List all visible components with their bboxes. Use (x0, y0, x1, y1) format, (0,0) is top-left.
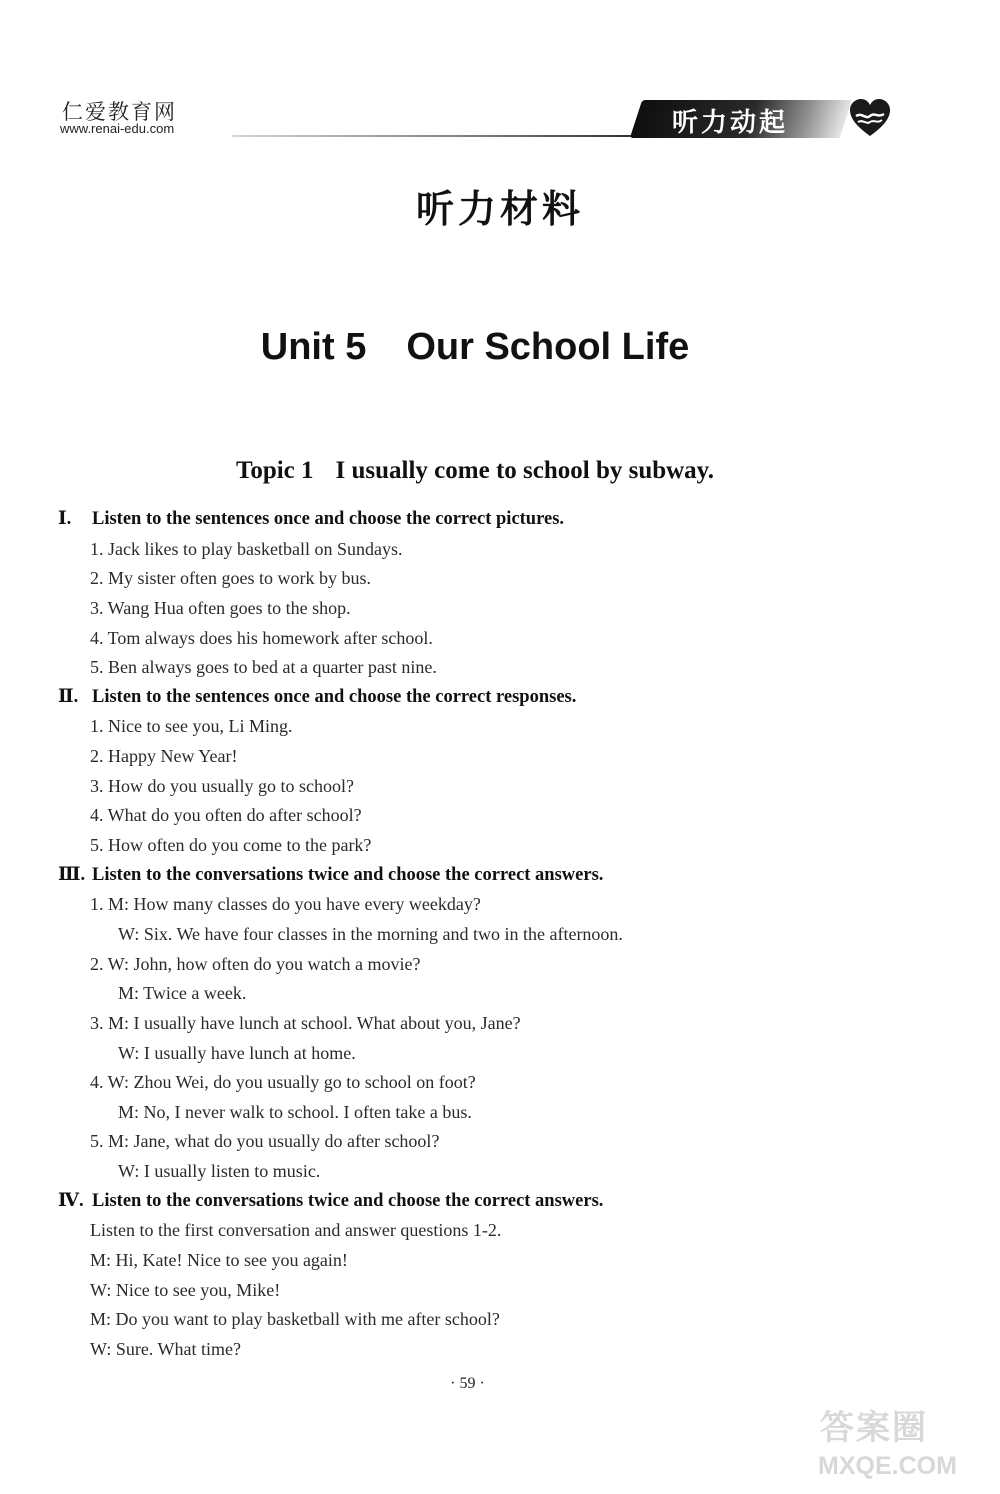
dialogue-reply: M: Twice a week. (118, 983, 247, 1004)
heart-logo-icon (848, 98, 892, 138)
unit-number: Unit 5 (260, 326, 367, 368)
sentence-item: 2. Happy New Year! (90, 746, 238, 767)
dialogue-reply: M: No, I never walk to school. I often take a bus. (118, 1101, 472, 1122)
section-number: Ⅳ. (58, 1190, 84, 1211)
section-title: Listen to the conversations twice and choose the correct answers. (92, 1190, 604, 1211)
section-title: Listen to the sentences once and choose the correct pictures. (92, 509, 565, 529)
watermark-text: 答案圈 (820, 1408, 928, 1448)
section-number: Ⅰ. (58, 509, 72, 529)
unit-name: Our School Life (406, 326, 690, 368)
dialogue-reply: W: I usually listen to music. (118, 1161, 321, 1182)
dialogue-line: M: Hi, Kate! Nice to see you again! (90, 1250, 348, 1271)
dialogue-line: 5. M: Jane, what do you usually do after school? (90, 1131, 440, 1152)
topic-name: I usually come to school by subway. (335, 457, 715, 484)
page-title: 听力材料 (415, 187, 584, 231)
sentence-item: 3. How do you usually go to school? (90, 775, 354, 796)
dialogue-reply: W: Six. We have four classes in the morning and two in the afternoon. (118, 923, 623, 944)
section-heading (58, 505, 938, 535)
topic-number: Topic 1 (235, 457, 314, 484)
sentence-item: 2. My sister often goes to work by bus. (90, 568, 371, 589)
watermark-url: MXQE.COM (818, 1452, 957, 1480)
section-title: Listen to the conversations twice and choose the correct answers. (92, 864, 604, 885)
watermark (770, 1400, 1000, 1494)
sentence-item: 1. Jack likes to play basketball on Sundays. (90, 538, 403, 559)
section-number: Ⅲ. (58, 864, 86, 885)
brand-name: 仁爱教育网 (62, 100, 177, 124)
topic-title (0, 457, 950, 485)
dialogue-line: W: Sure. What time? (90, 1338, 241, 1359)
sentence-item: 5. Ben always goes to bed at a quarter past nine. (90, 657, 437, 678)
header-rule (232, 135, 650, 137)
page-header (0, 0, 1000, 150)
sentence-item: 3. Wang Hua often goes to the shop. (90, 597, 351, 618)
dialogue-line: 1. M: How many classes do you have every weekday? (90, 894, 481, 915)
header-banner-text: 听力动起 (672, 108, 789, 138)
section-number: Ⅱ. (58, 686, 79, 707)
dialogue-line: M: Do you want to play basketball with me after school? (90, 1309, 500, 1330)
dialogue-line: W: Nice to see you, Mike! (90, 1279, 281, 1300)
listening-content (58, 505, 938, 1365)
dialogue-reply: W: I usually have lunch at home. (118, 1042, 356, 1063)
sentence-item: 5. How often do you come to the park? (90, 835, 372, 856)
unit-title (0, 326, 950, 369)
page-number: · 59 · (450, 1375, 485, 1392)
section-heading (58, 1187, 938, 1217)
section-title: Listen to the sentences once and choose the correct responses. (92, 686, 577, 707)
instruction-line: Listen to the first conversation and answer questions 1-2. (90, 1220, 502, 1241)
sentence-item: 1. Nice to see you, Li Ming. (90, 716, 293, 737)
dialogue-line: 3. M: I usually have lunch at school. What about you, Jane? (90, 1012, 521, 1033)
dialogue-line: 2. W: John, how often do you watch a movie? (90, 953, 421, 974)
sentence-item: 4. Tom always does his homework after school. (90, 627, 433, 648)
brand-url: www.renai-edu.com (60, 121, 175, 136)
section-heading (58, 683, 938, 713)
section-heading (58, 861, 938, 891)
sentence-item: 4. What do you often do after school? (90, 805, 362, 826)
dialogue-line: 4. W: Zhou Wei, do you usually go to school on foot? (90, 1072, 476, 1093)
